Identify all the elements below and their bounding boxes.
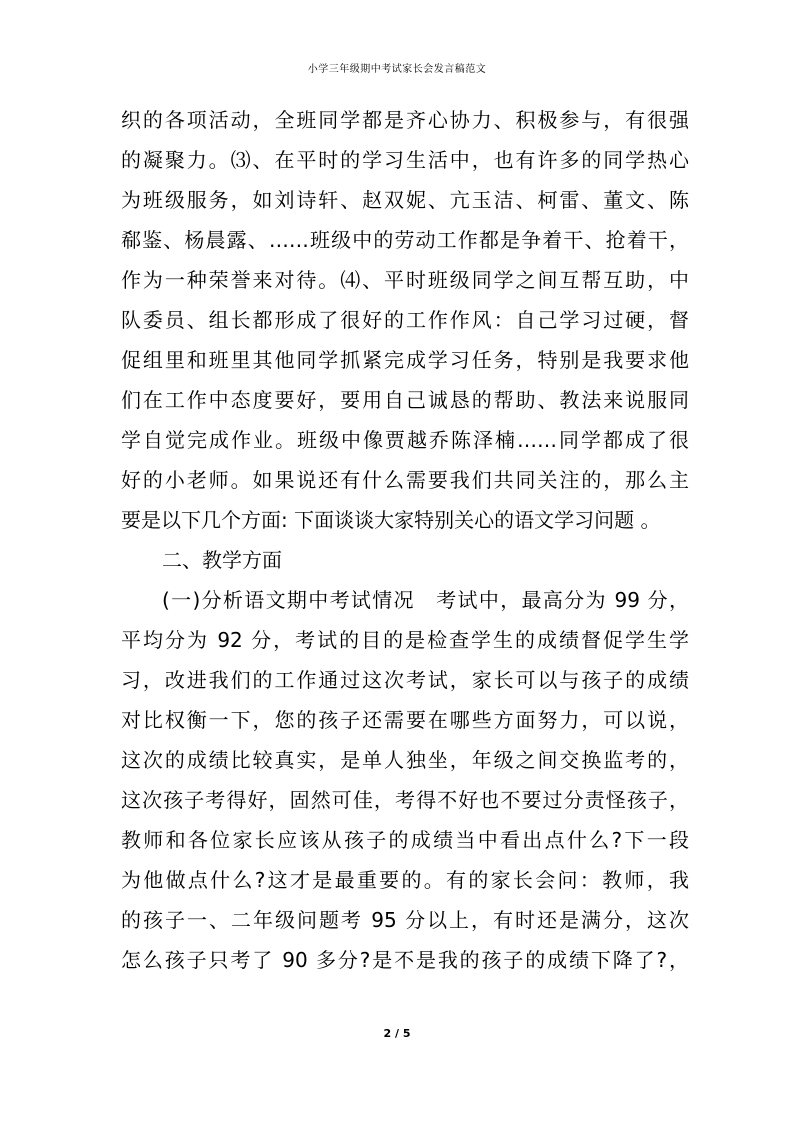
text-line: 们在工作中态度要好，要用自己诚恳的帮助、教法来说服同 [121,388,689,412]
text-line: 促组里和班里其他同学抓紧完成学习任务，特别是我要求他 [121,348,689,372]
text-line: 织的各项活动，全班同学都是齐心协力、积极参与，有很强 [121,108,689,132]
text-line: 的凝聚力。⑶、在平时的学习生活中，也有许多的同学热心 [121,148,689,172]
document-body [121,100,689,980]
text-line: 平均分为 92 分，考试的目的是检查学生的成绩督促学生学 [121,628,689,652]
text-line: 习，改进我们的工作通过这次考试，家长可以与孩子的成绩 [121,668,689,692]
section-heading: 二、教学方面 [162,548,282,572]
text-line: 作为一种荣誉来对待。⑷、平时班级同学之间互帮互助，中 [121,268,689,292]
text-line: 为他做点什么?这才是最重要的。有的家长会问：教师，我 [121,868,689,892]
page-number: 2 / 5 [383,1027,411,1040]
text-line: 怎么孩子只考了 90 多分?是不是我的孩子的成绩下降了?， [121,948,689,972]
text-line: 的孩子一、二年级问题考 95 分以上，有时还是满分，这次 [121,908,689,932]
text-line: (一)分析语文期中考试情况 考试中，最高分为 99 分， [162,588,689,612]
page-header-title: 小学三年级期中考试家长会发言稿范文 [307,64,487,75]
text-line: 队委员、组长都形成了很好的工作作风：自己学习过硬，督 [121,308,689,332]
text-line: 要是以下几个方面: 下面谈谈大家特别关心的语文学习问题 。 [121,508,661,532]
text-line: 郗鉴、杨晨露、……班级中的劳动工作都是争着干、抢着干， [121,228,689,252]
text-line: 这次孩子考得好，固然可佳，考得不好也不要过分责怪孩子， [121,788,689,812]
text-line: 好的小老师。如果说还有什么需要我们共同关注的，那么主 [121,468,689,492]
text-line: 教师和各位家长应该从孩子的成绩当中看出点什么?下一段 [121,828,689,852]
text-line: 为班级服务，如刘诗轩、赵双妮、亢玉洁、柯雷、董文、陈 [121,188,689,212]
text-line: 对比权衡一下，您的孩子还需要在哪些方面努力，可以说， [121,708,689,732]
text-line: 这次的成绩比较真实，是单人独坐，年级之间交换监考的， [121,748,689,772]
text-line: 学自觉完成作业。班级中像贾越乔陈泽楠……同学都成了很 [121,428,689,452]
